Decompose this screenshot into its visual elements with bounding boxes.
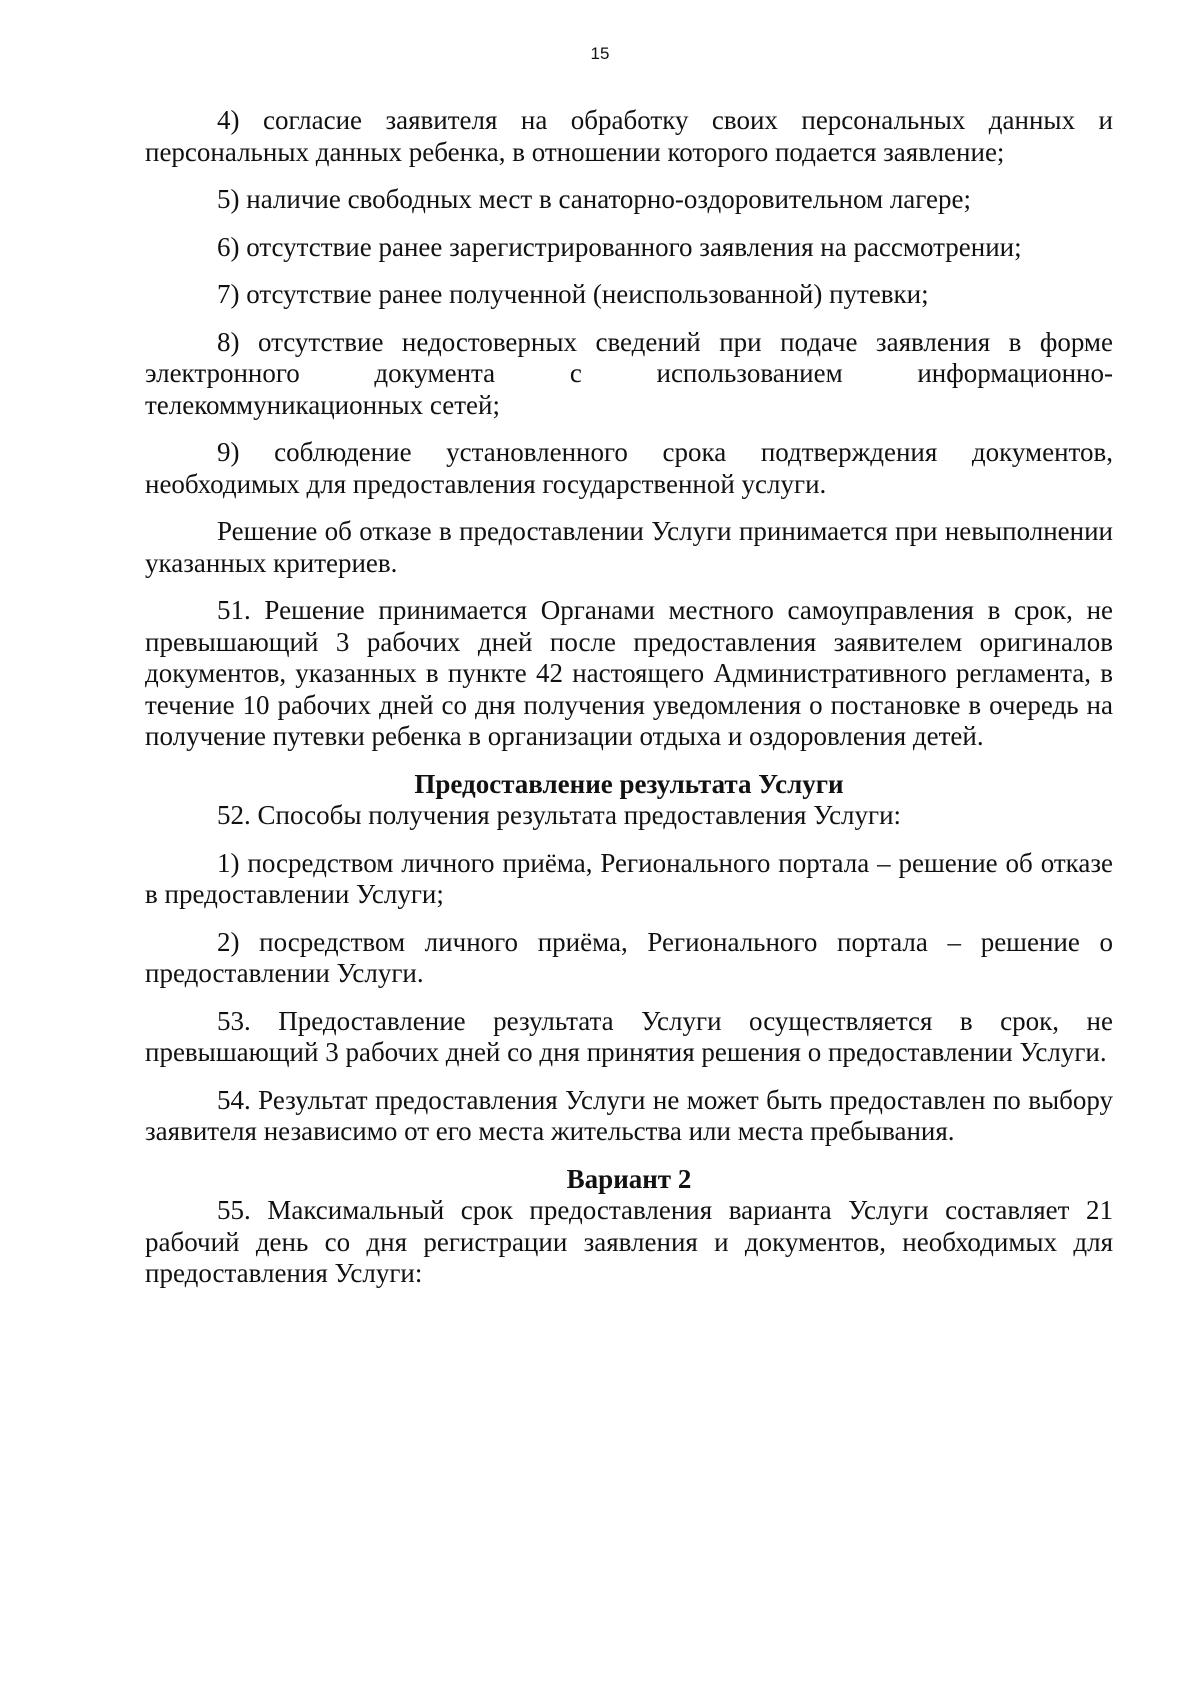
page-number: 15	[590, 44, 610, 63]
paragraph-item-8: 8) отсутствие недостоверных сведений при подаче заявления в форме электронного документа с использованием информационно-телекоммуникационных сетей;	[145, 326, 1113, 420]
document-body	[145, 105, 1113, 1306]
paragraph-clause-54: 54. Результат предоставления Услуги не может быть предоставлен по выбору заявителя независимо от его места жительства или места пребывания.	[145, 1084, 1113, 1146]
paragraph-clause-53: 53. Предоставление результата Услуги осуществляется в срок, не превышающий 3 рабочих дней со дня принятия решения о предоставлении Услуги.	[145, 1005, 1113, 1067]
paragraph-item-5: 5) наличие свободных мест в санаторно-оздоровительном лагере;	[217, 184, 971, 214]
paragraph-clause-55: 55. Максимальный срок предоставления варианта Услуги составляет 21 рабочий день со дня регистрации заявления и документов, необходимых для предоставления Услуги:	[145, 1195, 1113, 1288]
paragraph-clause-51: 51. Решение принимается Органами местного самоуправления в срок, не превышающий 3 рабочих дней после предоставления заявителем оригиналов документов, указанных в пункте 42 настоящего Административного регламента, в течение 10 рабочих дней со дня получения уведомления о постановке в очередь на получение путевки ребенка в организации отдыха и оздоровления детей.	[145, 595, 1113, 751]
paragraph-method-2: 2) посредством личного приёма, Регионального портала – решение о предоставлении Услуги.	[145, 926, 1113, 988]
section-heading-result: Предоставление результата Услуги	[414, 768, 844, 799]
paragraph-item-9: 9) соблюдение установленного срока подтверждения документов, необходимых для предоставления государственной услуги.	[145, 437, 1113, 499]
paragraph-clause-52: 52. Способы получения результата предоставления Услуги:	[217, 800, 902, 830]
paragraph-item-4: 4) согласие заявителя на обработку своих персональных данных и персональных данных ребенка, в отношении которого подается заявление;	[145, 105, 1113, 167]
paragraph-refusal-decision: Решение об отказе в предоставлении Услуги принимается при невыполнении указанных критериев.	[145, 516, 1113, 578]
paragraph-item-6: 6) отсутствие ранее зарегистрированного заявления на рассмотрении;	[217, 231, 1022, 262]
paragraph-item-7: 7) отсутствие ранее полученной (неиспользованной) путевки;	[217, 279, 929, 309]
section-heading-variant: Вариант 2	[566, 1163, 692, 1194]
paragraph-method-1: 1) посредством личного приёма, Регионального портала – решение об отказе в предоставлении Услуги;	[145, 847, 1113, 909]
